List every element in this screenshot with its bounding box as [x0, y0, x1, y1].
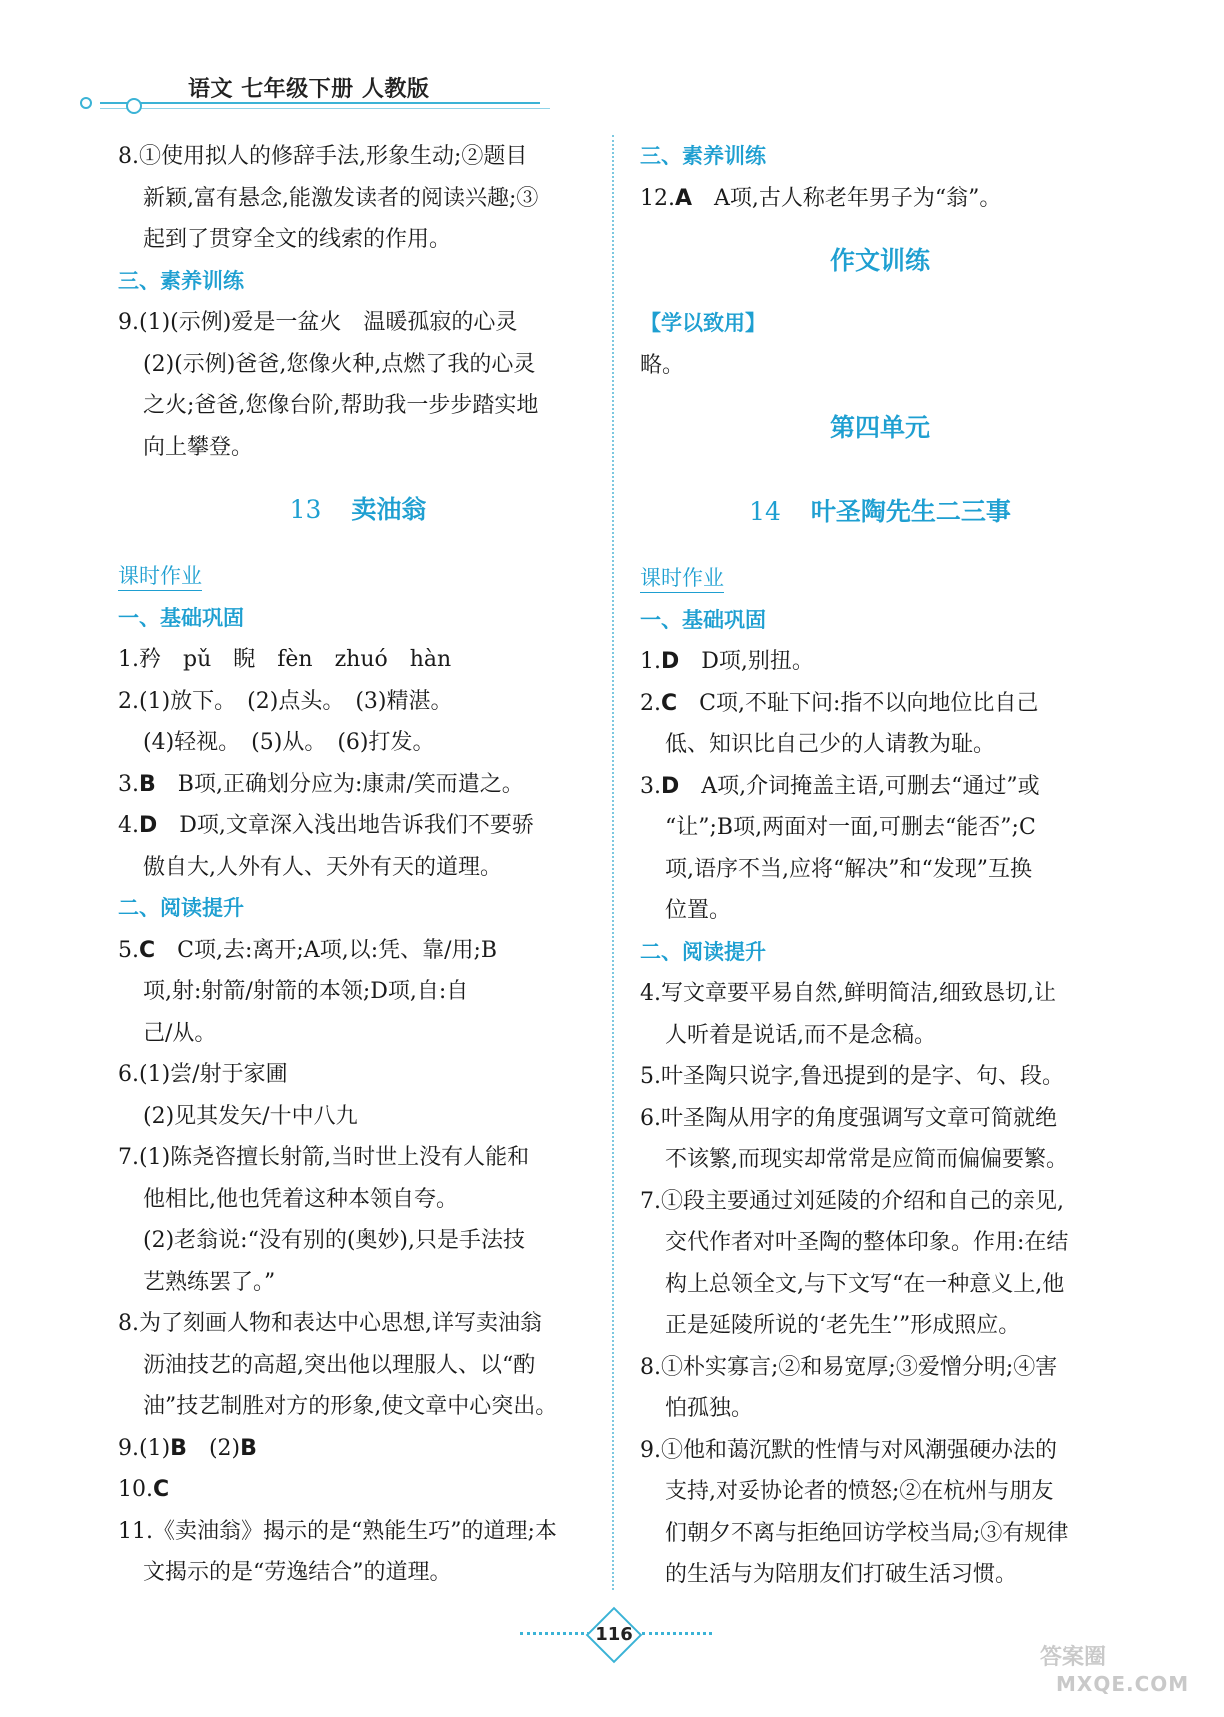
header-line-thin: [100, 108, 550, 109]
section-heading: 二、阅读提升: [640, 939, 766, 964]
column-divider: [612, 135, 614, 1590]
lesson-number: 14: [749, 497, 781, 526]
lesson-number: 13: [289, 495, 322, 524]
answer-line: 低、知识比自己少的人请教为耻。: [665, 732, 996, 757]
header-circle-small: [80, 97, 92, 109]
answer-line: 9.①他和蔼沉默的性情与对风潮强硬办法的: [640, 1437, 1057, 1463]
answer-line: (2)见其发矢/十中八九: [143, 1103, 358, 1129]
answer-line: [640, 178, 1120, 220]
answer-line: 怕孤独。: [665, 1396, 754, 1421]
lesson-title: [118, 468, 598, 552]
header-circle-large: [126, 98, 142, 114]
answer-text: A项,古人称老年男子为“翁”。: [692, 185, 1002, 211]
lesson-name: 卖油翁: [351, 495, 427, 524]
answer-number: 4.: [118, 813, 139, 838]
answer-line: [118, 930, 598, 972]
answer-line: 文揭示的是“劳逸结合”的道理。: [143, 1560, 452, 1585]
right-column: [640, 136, 1120, 1596]
answer-line: 交代作者对叶圣陶的整体印象。作用:在结: [665, 1230, 1069, 1255]
answer-line: 项,射:射箭/射箭的本领;D项,自:自: [143, 979, 469, 1004]
answer-number: 5.: [118, 937, 139, 963]
answer-line: 油”技艺制胜对方的形象,使文章中心突出。: [143, 1394, 558, 1419]
answer-line: “让”;B项,两面对一面,可删去“能否”;C: [665, 815, 1036, 840]
answer-line: 沥油技艺的高超,突出他以理服人、以“酌: [143, 1352, 536, 1378]
answer-line: 构上总领全文,与下文写“在一种意义上,他: [665, 1271, 1065, 1297]
answer-text: D项,别扭。: [679, 649, 814, 674]
answer-number: 3.: [118, 771, 139, 797]
answer-line: 5.叶圣陶只说字,鲁迅提到的是字、句、段。: [640, 1064, 1064, 1089]
answer-line: (2)(示例)爸爸,您像火种,点燃了我的心灵: [143, 351, 536, 377]
answer-line: 艺熟练罢了。”: [143, 1269, 276, 1295]
answer-line: (4)轻视。 (5)从。 (6)打发。: [143, 730, 435, 755]
answer-text: B项,正确划分应为:康肃/笑而遣之。: [155, 771, 524, 797]
subsection-heading: 课时作业: [640, 564, 724, 593]
answer-line: 6.(1)尝/射于家圃: [118, 1062, 288, 1087]
answer-line: 1.矜 pǔ 睨 fèn zhuó hàn: [118, 647, 452, 672]
answer-line: 略。: [640, 352, 685, 378]
answer-line: 8.①朴实寡言;②和易宽厚;③爱憎分明;④害: [640, 1354, 1058, 1380]
answer-line: 8.①使用拟人的修辞手法,形象生动;②题目: [118, 144, 528, 169]
answer-line: 2.(1)放下。 (2)点头。 (3)精湛。: [118, 688, 453, 714]
section-heading: 三、素养训练: [640, 144, 766, 168]
answer-line: 项,语序不当,应将“解决”和“发现”互换: [665, 856, 1032, 882]
answer-line: 11.《卖油翁》揭示的是“熟能生巧”的道理;本: [118, 1518, 557, 1544]
answer-line: [118, 764, 598, 806]
section-heading: 三、素养训练: [118, 268, 244, 293]
answer-line: 4.写文章要平易自然,鲜明简洁,细致恳切,让: [640, 981, 1056, 1006]
answer-line: [640, 683, 1120, 725]
lesson-title: [640, 470, 1120, 554]
answer-line: 的生活与为陪朋友们打破生活习惯。: [665, 1562, 1018, 1587]
answer-line: 向上攀登。: [143, 434, 254, 460]
answer-number: 12.: [640, 185, 675, 211]
composition-title: 作文训练: [829, 246, 930, 275]
answer-number: 3.: [640, 773, 661, 799]
watermark-logo: 答案圈: [1040, 1645, 1107, 1670]
header-line: [100, 102, 540, 104]
answer-line: 之火;爸爸,您像台阶,帮助我一步步踏实地: [143, 393, 539, 418]
answer-key: B: [139, 771, 156, 797]
answer-line: [118, 805, 598, 847]
left-column: [118, 136, 598, 1594]
answer-line: 7.(1)陈尧咨擅长射箭,当时世上没有人能和: [118, 1145, 530, 1170]
answer-key: B: [170, 1435, 187, 1461]
answer-line: 支持,对妥协论者的愤怒;②在杭州与朋友: [665, 1479, 1054, 1504]
answer-number: 9.(1): [118, 1435, 171, 1461]
answer-line: 正是延陵所说的‘老先生’”形成照应。: [665, 1313, 1021, 1338]
answer-line: (2)老翁说:“没有别的(奥妙),只是手法技: [143, 1228, 525, 1253]
answer-key: B: [240, 1435, 257, 1461]
answer-line: 8.为了刻画人物和表达中心思想,详写卖油翁: [118, 1311, 542, 1336]
answer-text: D项,文章深入浅出地告诉我们不要骄: [157, 813, 534, 838]
answer-line: 们朝夕不离与拒绝回访学校当局;③有规律: [665, 1520, 1069, 1546]
answer-key: C: [139, 937, 156, 963]
section-heading: 一、基础巩固: [118, 605, 244, 630]
answer-line: [118, 1428, 598, 1470]
answer-key: D: [661, 649, 680, 674]
answer-line: 位置。: [665, 898, 732, 923]
answer-line: 9.(1)(示例)爱是一盆火 温暖孤寂的心灵: [118, 310, 518, 335]
section-heading: 二、阅读提升: [118, 896, 244, 920]
answer-line: 傲自大,人外有人、天外有天的道理。: [143, 854, 502, 880]
answer-key: C: [661, 690, 678, 716]
answer-text: C项,不耻下问:指不以向地位比自己: [677, 690, 1039, 716]
answer-line: 新颖,富有悬念,能激发读者的阅读兴趣;③: [143, 185, 539, 211]
answer-line: [118, 1469, 598, 1511]
answer-line: 人听着是说话,而不是念稿。: [665, 1022, 936, 1048]
header-title: 语文 七年级下册 人教版: [188, 77, 430, 102]
answer-key: D: [139, 813, 158, 838]
answer-line: 6.叶圣陶从用字的角度强调写文章可简就绝: [640, 1105, 1057, 1131]
answer-line: 他相比,他也凭着这种本领自夸。: [143, 1186, 458, 1212]
unit-title: 第四单元: [829, 413, 930, 442]
answer-key: A: [675, 185, 693, 211]
watermark-url: MXQE.COM: [1056, 1672, 1190, 1696]
section-heading: 一、基础巩固: [640, 607, 766, 632]
lesson-name: 叶圣陶先生二三事: [810, 497, 1011, 526]
answer-key: C: [153, 1477, 170, 1502]
answer-number: 10.: [118, 1477, 153, 1502]
answer-line: 7.①段主要通过刘延陵的介绍和自己的亲见,: [640, 1188, 1064, 1214]
answer-key: D: [661, 773, 680, 799]
answer-number: 1.: [640, 649, 661, 674]
answer-text: (2): [186, 1435, 241, 1461]
answer-line: 起到了贯穿全文的线索的作用。: [143, 227, 452, 252]
answer-text: A项,介词掩盖主语,可删去“通过”或: [679, 773, 1040, 799]
page-number-dots-right: [642, 1632, 712, 1635]
answer-line: [640, 766, 1120, 808]
answer-line: [640, 641, 1120, 683]
page-number-dots-left: [520, 1632, 590, 1635]
subsection-heading: 课时作业: [118, 562, 202, 591]
answer-line: 不该繁,而现实却常常是应简而偏偏要繁。: [665, 1147, 1068, 1172]
answer-text: C项,去:离开;A项,以:凭、靠/用;B: [155, 937, 498, 963]
page-number: 116: [595, 1624, 633, 1645]
bracket-heading: 【学以致用】: [640, 311, 766, 335]
answer-line: 己/从。: [143, 1020, 217, 1046]
answer-number: 2.: [640, 690, 661, 716]
